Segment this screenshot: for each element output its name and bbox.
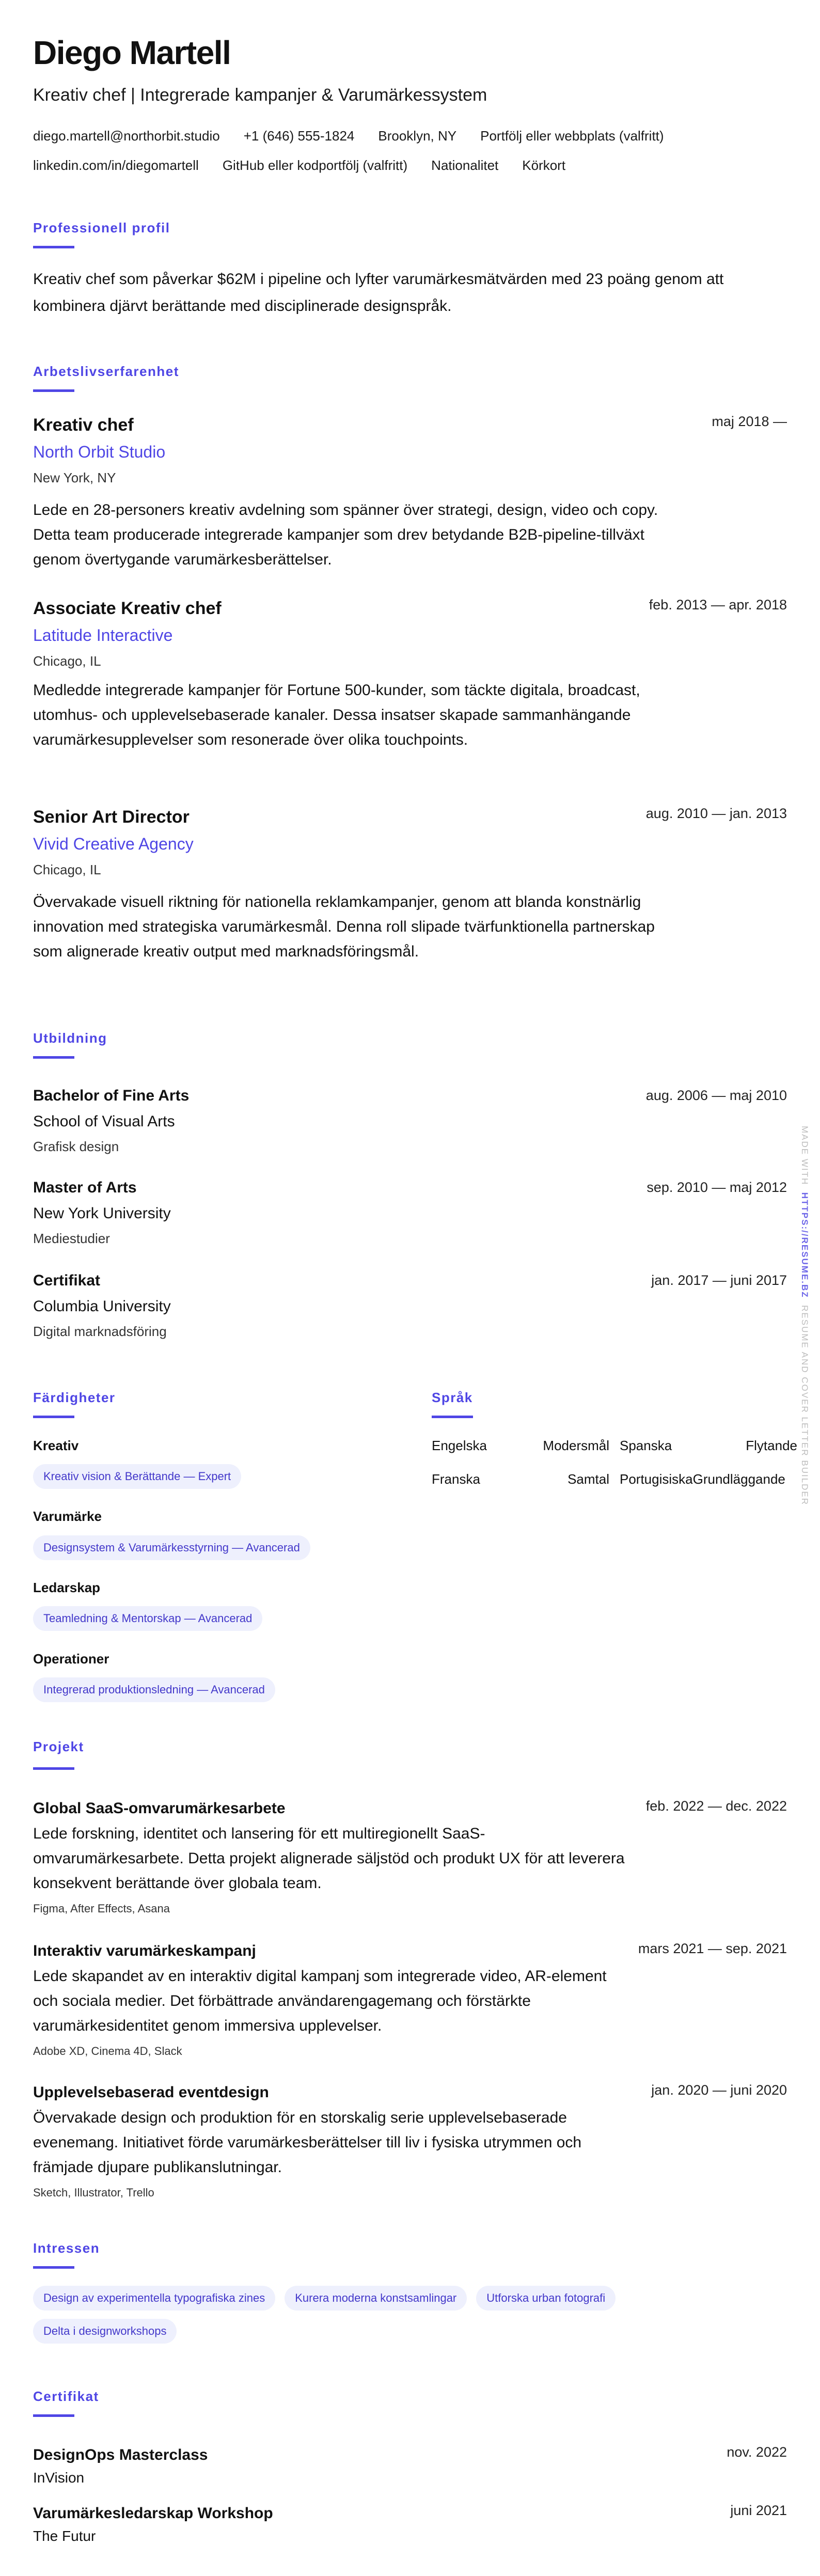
project-tools: Figma, After Effects, Asana — [33, 1902, 170, 1915]
education-school: Columbia University — [33, 1298, 171, 1315]
certificate-issuer: InVision — [33, 2470, 85, 2486]
contact-linkedin[interactable]: linkedin.com/in/diegomartell — [33, 158, 199, 173]
project-date: jan. 2020 — juni 2020 — [651, 2082, 787, 2098]
contact-portfolio[interactable]: Portfölj eller webbplats (valfritt) — [480, 128, 664, 144]
certificate-title: DesignOps Masterclass — [33, 2446, 208, 2463]
language-name: Engelska — [432, 1438, 487, 1453]
section-heading-skills: Färdigheter — [33, 1390, 116, 1405]
language-item — [620, 1469, 785, 1489]
certificate-title: Varumärkesledarskap Workshop — [33, 2505, 273, 2522]
section-underline — [432, 1416, 473, 1418]
project-entry — [33, 1938, 787, 2062]
certificate-entry — [33, 2502, 787, 2548]
project-tools: Adobe XD, Cinema 4D, Slack — [33, 2045, 182, 2057]
contact-nationality: Nationalitet — [431, 158, 499, 173]
skill-group-label: Varumärke — [33, 1509, 102, 1524]
job-company: Latitude Interactive — [33, 626, 173, 645]
project-tools: Sketch, Illustrator, Trello — [33, 2186, 154, 2199]
certificate-date: juni 2021 — [730, 2503, 787, 2518]
watermark-link[interactable]: HTTPS://RESUME.BZ — [800, 1192, 810, 1298]
section-underline — [33, 246, 74, 248]
certificate-issuer: The Futur — [33, 2528, 96, 2544]
language-item — [432, 1435, 609, 1456]
language-name: Spanska — [620, 1438, 672, 1453]
interests-list — [33, 2286, 787, 2344]
project-title: Global SaaS-omvarumärkesarbete — [33, 1800, 286, 1817]
contact-row-1 — [33, 125, 664, 146]
job-description: Medledde integrerade kampanjer för Fortune 500-kunder, som täckte digitala, broadcast, utomhus- och upplevelsebaserade kanaler. Dessa insatser skapade sammanhängande varumärkesupplevelser som resonerade över olika touchpoints. — [33, 682, 640, 748]
section-heading-profile: Professionell profil — [33, 220, 170, 235]
skill-pill: Teamledning & Mentorskap — Avancerad — [33, 1606, 262, 1631]
education-degree: Master of Arts — [33, 1179, 137, 1196]
interest-pill: Utforska urban fotografi — [476, 2286, 616, 2311]
job-description: Övervakade visuell riktning för nationella reklamkampanjer, genom att blanda konstnärlig innovation med strategiska varumärkesmål. Denna roll slipade tvärfunktionella partnerskap som alignerade kreativ output med marknadsföringsmål. — [33, 893, 655, 960]
interest-pill: Design av experimentella typografiska zines — [33, 2286, 275, 2311]
job-title: Senior Art Director — [33, 807, 190, 827]
watermark-prefix: MADE WITH — [800, 1126, 810, 1186]
language-level: Samtal — [567, 1471, 609, 1487]
education-school: New York University — [33, 1205, 171, 1222]
certificate-entry — [33, 2444, 787, 2489]
contact-row-2 — [33, 155, 565, 176]
contact-email[interactable]: diego.martell@northorbit.studio — [33, 128, 220, 144]
project-entry — [33, 1796, 787, 1919]
education-field: Mediestudier — [33, 1231, 110, 1246]
job-entry — [33, 594, 787, 752]
section-heading-certificates: Certifikat — [33, 2389, 99, 2404]
watermark-suffix: RESUME AND COVER LETTER BUILDER — [800, 1305, 810, 1506]
project-description: Lede forskning, identitet och lansering för ett multiregionellt SaaS-omvarumärkesarbete. Detta projekt alignerade säljstöd och produkt UX för att leverera konsekvent berättande över globala team. — [33, 1825, 625, 1892]
job-description: Lede en 28-personers kreativ avdelning som spänner över strategi, design, video och copy. Detta team producerade integrerade kampanjer som drev betydande B2B-pipeline-tillväxt genom övertygande varumärkesberättelser. — [33, 501, 658, 568]
skill-group-label: Ledarskap — [33, 1580, 101, 1595]
profile-text: Kreativ chef som påverkar $62M i pipeline och lyfter varumärkesmätvärden med 23 poäng genom att kombinera djärvt berättande med disciplinerade designspråk. — [33, 271, 724, 315]
contact-phone[interactable]: +1 (646) 555-1824 — [243, 128, 355, 144]
language-name: Portugisiska — [620, 1471, 693, 1487]
education-entry — [33, 1083, 787, 1158]
education-field: Grafisk design — [33, 1139, 119, 1154]
education-degree: Bachelor of Fine Arts — [33, 1087, 190, 1104]
job-title: Kreativ chef — [33, 415, 134, 435]
candidate-subtitle: Kreativ chef | Integrerade kampanjer & Varumärkessystem — [33, 85, 487, 105]
skill-group-label: Operationer — [33, 1651, 109, 1667]
job-date: maj 2018 — — [712, 414, 787, 429]
education-date: jan. 2017 — juni 2017 — [651, 1273, 787, 1288]
section-underline — [33, 2266, 74, 2269]
section-underline — [33, 1767, 74, 1770]
education-field: Digital marknadsföring — [33, 1324, 167, 1339]
section-underline — [33, 2414, 74, 2417]
project-title: Interaktiv varumärkeskampanj — [33, 1942, 256, 1959]
education-date: sep. 2010 — maj 2012 — [646, 1180, 787, 1195]
language-level: Modersmål — [543, 1438, 609, 1453]
project-date: mars 2021 — sep. 2021 — [638, 1941, 787, 1956]
project-entry — [33, 2080, 787, 2203]
job-location: New York, NY — [33, 470, 116, 485]
section-underline — [33, 389, 74, 392]
certificate-date: nov. 2022 — [727, 2444, 787, 2460]
contact-location: Brooklyn, NY — [378, 128, 457, 144]
skill-pill: Kreativ vision & Berättande — Expert — [33, 1464, 241, 1489]
job-company: North Orbit Studio — [33, 443, 166, 461]
job-location: Chicago, IL — [33, 862, 101, 877]
job-location: Chicago, IL — [33, 653, 101, 669]
education-entry — [33, 1268, 787, 1343]
education-degree: Certifikat — [33, 1272, 101, 1289]
project-description: Övervakade design och produktion för en storskalig serie upplevelsebaserade evenemang. Initiativet förde varumärkesberättelser till liv i fysiska utrymmen och främjade djupare publikanslutningar. — [33, 2109, 582, 2176]
skill-pill: Designsystem & Varumärkesstyrning — Avancerad — [33, 1535, 310, 1560]
watermark — [799, 1126, 810, 1505]
contact-github[interactable]: GitHub eller kodportfölj (valfritt) — [222, 158, 408, 173]
education-school: School of Visual Arts — [33, 1113, 175, 1130]
job-title: Associate Kreativ chef — [33, 599, 222, 618]
interest-pill: Kurera moderna konstsamlingar — [285, 2286, 467, 2311]
language-name: Franska — [432, 1471, 480, 1487]
job-date: aug. 2010 — jan. 2013 — [645, 806, 787, 821]
project-title: Upplevelsebaserad eventdesign — [33, 2084, 269, 2101]
language-level: Flytande — [746, 1438, 797, 1453]
language-level: Grundläggande — [692, 1471, 785, 1487]
job-company: Vivid Creative Agency — [33, 835, 194, 853]
section-underline — [33, 1416, 74, 1418]
section-heading-languages: Språk — [432, 1390, 473, 1405]
job-entry — [33, 803, 787, 964]
section-heading-projects: Projekt — [33, 1739, 84, 1754]
interest-pill: Delta i designworkshops — [33, 2319, 177, 2344]
education-entry — [33, 1175, 787, 1250]
section-heading-experience: Arbetslivserfarenhet — [33, 364, 179, 379]
skill-group-label: Kreativ — [33, 1438, 79, 1453]
job-date: feb. 2013 — apr. 2018 — [649, 597, 787, 612]
project-date: feb. 2022 — dec. 2022 — [645, 1798, 787, 1814]
section-underline — [33, 1056, 74, 1059]
section-heading-interests: Intressen — [33, 2240, 100, 2256]
language-item — [620, 1435, 797, 1456]
job-entry — [33, 411, 787, 572]
project-description: Lede skapandet av en interaktiv digital kampanj som integrerade video, AR-element och sociala medier. Det förbättrade användarengagemang och förstärkte varumärkesidentitet genom immersiva upplevelser. — [33, 1968, 607, 2034]
contact-license: Körkort — [522, 158, 566, 173]
language-item — [432, 1469, 609, 1489]
skill-pill: Integrerad produktionsledning — Avancerad — [33, 1677, 275, 1702]
section-heading-education: Utbildning — [33, 1030, 107, 1046]
candidate-name: Diego Martell — [33, 34, 231, 71]
education-date: aug. 2006 — maj 2010 — [645, 1088, 787, 1103]
